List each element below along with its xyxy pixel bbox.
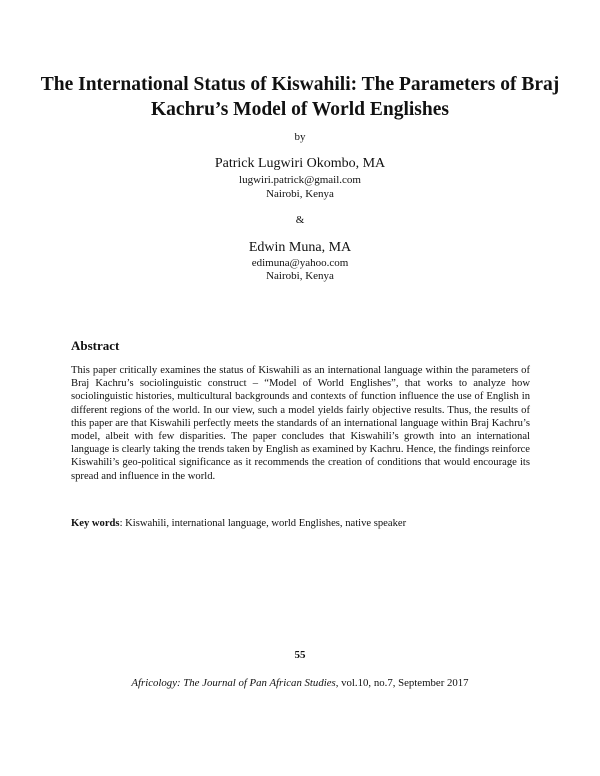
author-2-name: Edwin Muna, MA: [248, 240, 352, 255]
author-2-email: edimuna@yahoo.com: [251, 257, 349, 269]
author-1-name: Patrick Lugwiri Okombo, MA: [214, 156, 386, 171]
journal-footer: [0, 677, 600, 689]
keywords-value: : Kiswahili, international language, world Englishes, native speaker: [119, 518, 407, 529]
author-1-email: lugwiri.patrick@gmail.com: [239, 174, 361, 186]
paper-title: The International Status of Kiswahili: The Parameters of Braj Kachru’s Model of World Englishes: [40, 74, 560, 120]
keywords-label: Key words: [71, 518, 120, 529]
author-2-location: Nairobi, Kenya: [266, 270, 334, 282]
author-separator: &: [295, 214, 305, 226]
journal-issue: , vol.10, no.7, September 2017: [335, 677, 469, 689]
author-1-location: Nairobi, Kenya: [266, 188, 334, 200]
journal-name: Africology: The Journal of Pan African Studies: [131, 677, 336, 689]
abstract-heading: Abstract: [71, 338, 120, 353]
by-line: by: [294, 131, 306, 143]
abstract-body: This paper critically examines the status of Kiswahili as an international language within the parameters of Braj Kachru’s sociolinguistic construct – “Model of World Englishes”, that works to analyze how sociolinguistic histories, multicultural backgrounds and contexts of function influence the use of English in different regions of the world. In our view, such a model yields fairly objective results. Thus, the results of this paper are that Kiswahili perfectly meets the standards of an international language within Braj Kachru’s model, albeit with few disparities. The paper concludes that Kiswahili’s growth into an international language is clearly taking the trends taken by English as examined by Kachru. Hence, the findings reinforce Kiswahili’s geo-political significance as it recommends the creation of conditions that would encourage its spread and influence in the world.: [71, 365, 530, 482]
page-number: 55: [294, 649, 306, 661]
keywords: [71, 517, 530, 530]
